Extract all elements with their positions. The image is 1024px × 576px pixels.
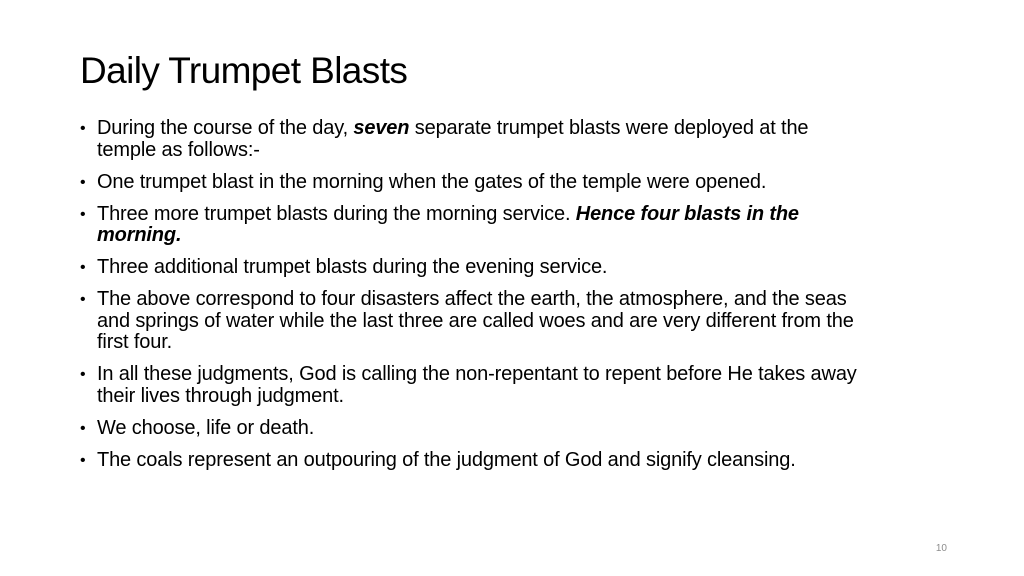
bullet-item-4 bbox=[80, 257, 860, 279]
bullet-item-6 bbox=[80, 364, 860, 407]
bullet-text: Three more trumpet blasts during the morning service. bbox=[97, 202, 576, 225]
bullet-text: One trumpet blast in the morning when the gates of the temple were opened. bbox=[97, 170, 767, 193]
bullet-text: During the course of the day, bbox=[97, 117, 354, 139]
bullet-list bbox=[80, 118, 860, 482]
page-number: 10 bbox=[935, 543, 947, 554]
bullet-text: In all these judgments, God is calling the non-repentant to repent before He takes away their lives through judgment. bbox=[97, 363, 857, 407]
bullet-item-3 bbox=[80, 204, 860, 247]
bullet-emphasis: Hence four blasts in the morning. bbox=[97, 202, 799, 246]
bullet-text: separate trumpet blasts were deployed at the temple as follows:- bbox=[97, 117, 809, 161]
bullet-icon: • bbox=[80, 291, 86, 308]
bullet-item-2 bbox=[80, 172, 860, 194]
bullet-item-8 bbox=[80, 450, 860, 472]
bullet-icon: • bbox=[80, 366, 86, 383]
bullet-text: The coals represent an outpouring of the judgment of God and signify cleansing. bbox=[97, 448, 796, 471]
bullet-text: Three additional trumpet blasts during the evening service. bbox=[97, 256, 608, 278]
bullet-text: We choose, life or death. bbox=[97, 416, 315, 439]
bullet-icon: • bbox=[80, 120, 86, 137]
bullet-icon: • bbox=[80, 259, 86, 276]
bullet-item-1 bbox=[80, 118, 860, 161]
bullet-emphasis: seven bbox=[353, 117, 410, 139]
bullet-icon: • bbox=[80, 205, 86, 223]
bullet-item-5 bbox=[80, 289, 860, 354]
slide-title: Daily Trumpet Blasts bbox=[80, 50, 408, 91]
bullet-icon: • bbox=[80, 451, 86, 469]
bullet-text: The above correspond to four disasters affect the earth, the atmosphere, and the seas and springs of water while the last three are called woes and are very different from the first four. bbox=[97, 288, 854, 353]
bullet-icon: • bbox=[80, 173, 86, 191]
bullet-item-7 bbox=[80, 418, 860, 440]
bullet-icon: • bbox=[80, 419, 86, 437]
